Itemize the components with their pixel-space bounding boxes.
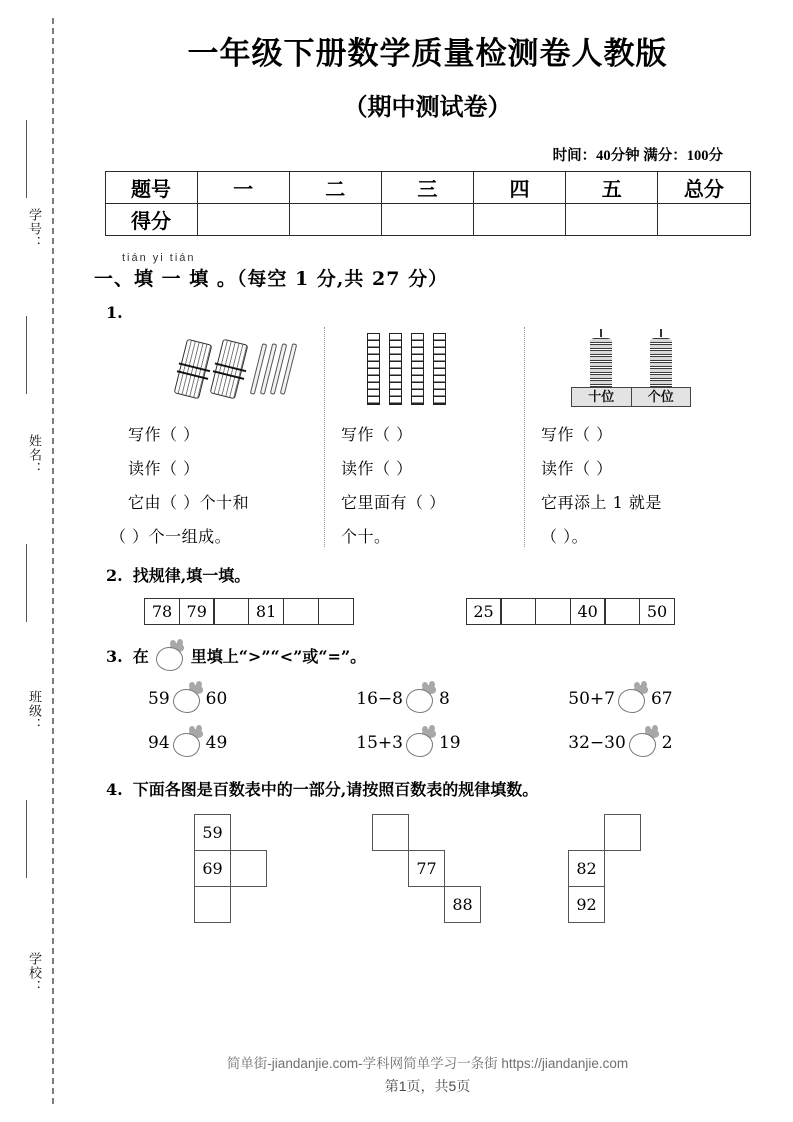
section-1-pinyin: tián yi tián: [122, 252, 196, 264]
margin-rule-4: [26, 800, 27, 878]
chart-cell[interactable]: [230, 850, 267, 887]
compare-row: [148, 729, 771, 757]
compare-item: [356, 685, 568, 713]
abacus-label-ones: 个位: [631, 388, 691, 406]
peach-icon: [156, 643, 184, 669]
sequence-cell[interactable]: [213, 598, 249, 625]
score-table-cell: 题号: [105, 172, 197, 204]
margin-field-school: 学校：: [27, 952, 42, 994]
question-1: [84, 303, 771, 547]
chart-cell[interactable]: 92: [568, 886, 605, 923]
compare-item: [148, 729, 356, 757]
question-3-text-before: 在: [132, 647, 149, 666]
compare-right: 60: [205, 689, 228, 709]
peach-answer-slot[interactable]: [406, 685, 436, 713]
sequence-cell[interactable]: 78: [144, 598, 180, 625]
margin-field-class: 班级：: [27, 690, 42, 732]
sequence-cell[interactable]: 79: [179, 598, 215, 625]
compare-left: 50+7: [568, 689, 615, 709]
ten-rod-icon: [389, 333, 402, 405]
margin-rule-3: [26, 544, 27, 622]
exam-page: [62, 0, 793, 1122]
q1-c2-line1[interactable]: 写作（ ）: [341, 425, 413, 444]
peach-answer-slot[interactable]: [629, 729, 659, 757]
compare-left: 32−30: [568, 733, 626, 753]
score-table-cell: 五: [566, 172, 658, 204]
compare-row: [148, 685, 771, 713]
hundred-chart-fragments: [106, 808, 771, 924]
question-2-number: 2.: [106, 566, 123, 585]
compare-right: 67: [650, 689, 673, 709]
score-table-value-row: [105, 204, 750, 236]
q1-c1-line1[interactable]: 写作（ ）: [128, 425, 200, 444]
question-1-number: 1.: [106, 303, 123, 322]
section-1-title: 一、填 一 填 。（每空 1 分,共 27 分）: [94, 268, 449, 290]
chart-cell[interactable]: 77: [408, 850, 445, 887]
exam-meta: 时间：40分钟 满分：100分: [552, 148, 723, 164]
q1-panel-3: [524, 327, 732, 547]
question-2: [84, 563, 771, 625]
score-input-cell[interactable]: [658, 204, 750, 236]
chart-cell[interactable]: [372, 814, 409, 851]
q1-c3-line4[interactable]: （ ）。: [541, 527, 589, 546]
chart-cell[interactable]: 59: [194, 814, 231, 851]
sequence-cell[interactable]: [283, 598, 319, 625]
q1-c1-line4[interactable]: （ ）个一组成。: [110, 527, 232, 546]
margin-rule-2: [26, 316, 27, 394]
q1-c2-line4[interactable]: 个十。: [341, 527, 391, 546]
chart-cell[interactable]: 69: [194, 850, 231, 887]
abacus-illustration: [541, 327, 732, 411]
abacus-icon: [569, 329, 693, 409]
q1-panel-1: [106, 327, 324, 547]
chart-cell[interactable]: [604, 814, 641, 851]
page-subtitle: （期中测试卷）: [343, 92, 512, 121]
question-4: [84, 777, 771, 924]
score-input-cell[interactable]: [566, 204, 658, 236]
abacus-place-value-bar: [571, 387, 691, 407]
sequence-cell[interactable]: [535, 598, 571, 625]
question-4-number: 4.: [106, 780, 123, 799]
score-input-cell[interactable]: [289, 204, 381, 236]
compare-right: 19: [438, 733, 461, 753]
compare-left: 16−8: [356, 689, 403, 709]
score-input-cell[interactable]: [197, 204, 289, 236]
question-3-text-after: 里填上“>”“<”或“=”。: [190, 647, 367, 666]
compare-item: [568, 685, 771, 713]
stick-bundle-icon: [210, 339, 249, 400]
score-table-cell: 总分: [658, 172, 750, 204]
sequence-cell[interactable]: [318, 598, 354, 625]
question-3: [84, 643, 771, 757]
score-table: [105, 171, 751, 236]
margin-field-name: 姓名：: [27, 434, 42, 476]
chart-cell[interactable]: [194, 886, 231, 923]
peach-answer-slot[interactable]: [173, 729, 203, 757]
abacus-beads-ones: [650, 337, 672, 391]
section-1-heading: [84, 252, 771, 291]
compare-right: 2: [661, 733, 673, 753]
score-table-cell: 四: [473, 172, 565, 204]
left-margin-strip: [0, 0, 62, 1122]
compare-left: 59: [148, 689, 170, 709]
margin-dashed-divider: [52, 18, 54, 1104]
question-3-number: 3.: [106, 647, 123, 666]
q1-c3-line3[interactable]: 它再添上 1 就是: [541, 493, 662, 512]
peach-answer-slot[interactable]: [406, 729, 436, 757]
sequence-cell[interactable]: 25: [466, 598, 502, 625]
chart-cell[interactable]: 82: [568, 850, 605, 887]
sequence-a: [144, 598, 354, 625]
score-table-cell: 一: [197, 172, 289, 204]
score-input-cell[interactable]: [473, 204, 565, 236]
compare-right: 8: [438, 689, 450, 709]
compare-left: 15+3: [356, 733, 403, 753]
margin-field-student-id: 学号：: [27, 208, 42, 250]
ten-rod-icon: [411, 333, 424, 405]
q1-c2-line3[interactable]: 它里面有（ ）: [341, 493, 446, 512]
ten-rod-icon: [433, 333, 446, 405]
sequence-b: [466, 598, 676, 625]
score-table-cell: 三: [381, 172, 473, 204]
sequence-cell[interactable]: 50: [639, 598, 675, 625]
stick-bundle-icon: [174, 339, 213, 400]
score-input-cell[interactable]: [381, 204, 473, 236]
compare-left: 94: [148, 733, 170, 753]
score-table-header-row: [105, 172, 750, 204]
abacus-label-tens: 十位: [588, 389, 615, 404]
peach-answer-slot[interactable]: [173, 685, 203, 713]
sticks-illustration: [106, 327, 324, 411]
q1-c1-line2[interactable]: 读作（ ）: [128, 459, 200, 478]
sequence-cell[interactable]: [604, 598, 640, 625]
q1-c3-line2[interactable]: 读作（ ）: [541, 459, 613, 478]
ten-rods-illustration: [341, 327, 524, 411]
question-4-text: 下面各图是百数表中的一部分,请按照百数表的规律填数。: [132, 780, 539, 799]
compare-item: [356, 729, 568, 757]
sequence-cell[interactable]: [500, 598, 536, 625]
compare-item: [148, 685, 356, 713]
q1-c2-line2[interactable]: 读作（ ）: [341, 459, 413, 478]
question-2-text: 找规律,填一填。: [132, 566, 251, 585]
page-title: 一年级下册数学质量检测卷人教版: [187, 36, 668, 72]
footer-page-number: 第1页，共5页: [384, 1078, 471, 1094]
score-table-cell: 得分: [105, 204, 197, 236]
sequence-cell[interactable]: 40: [570, 598, 606, 625]
compare-right: 49: [205, 733, 228, 753]
score-table-cell: 二: [289, 172, 381, 204]
ten-rod-icon: [367, 333, 380, 405]
footer-watermark: 简单街-jiandanjie.com-学科网简单学习一条街 https://jiandanjie.com: [226, 1056, 629, 1071]
abacus-beads-tens: [590, 337, 612, 391]
q1-panel-2: [324, 327, 524, 547]
compare-item: [568, 729, 771, 757]
peach-answer-slot[interactable]: [618, 685, 648, 713]
chart-cell[interactable]: 88: [444, 886, 481, 923]
page-footer: [62, 1052, 793, 1096]
q1-c1-line3[interactable]: 它由（ ）个十和: [128, 493, 250, 512]
sequence-cell[interactable]: 81: [248, 598, 284, 625]
margin-rule-1: [26, 120, 27, 198]
q1-c3-line1[interactable]: 写作（ ）: [541, 425, 613, 444]
